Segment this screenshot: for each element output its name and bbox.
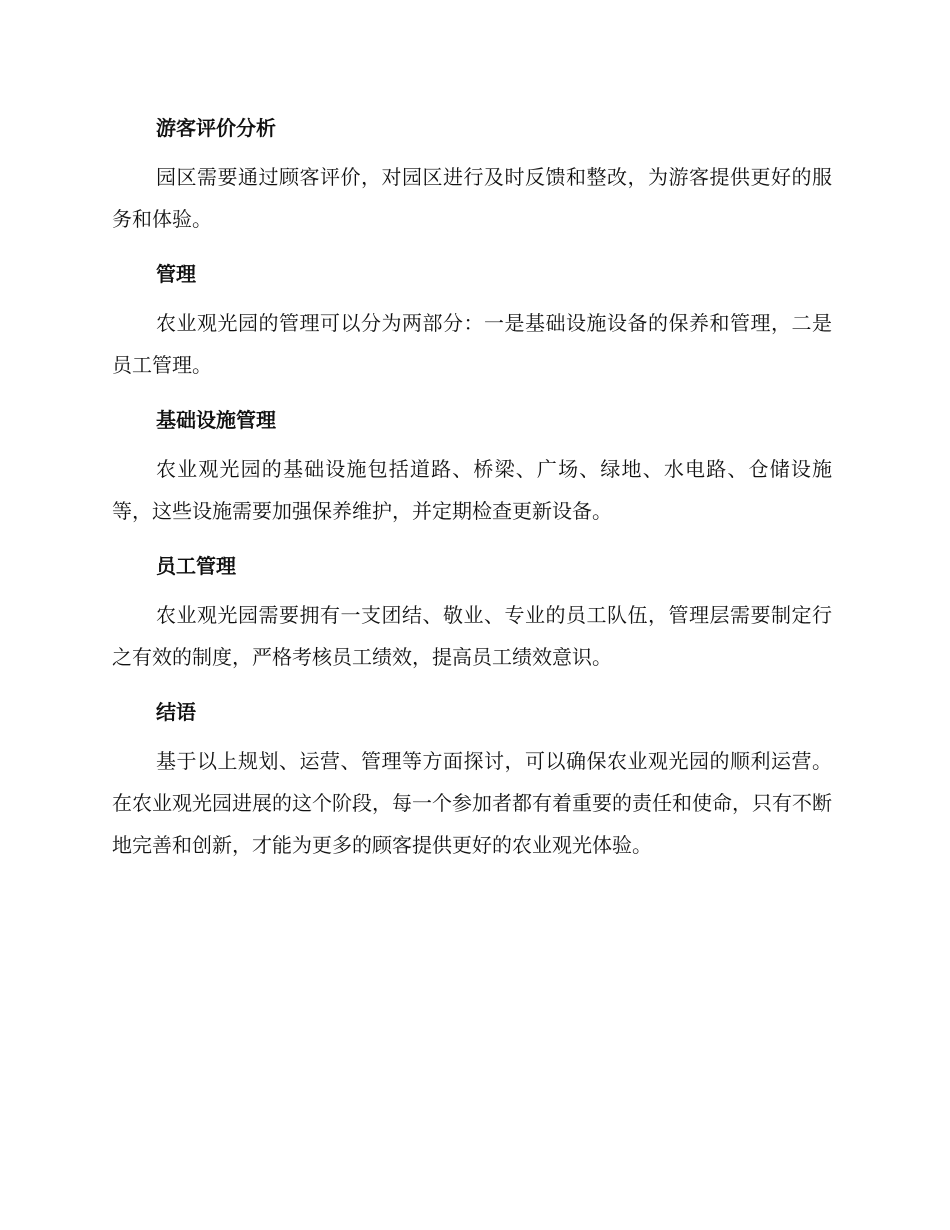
section-heading: 管理 [156, 262, 196, 286]
section-management [112, 254, 832, 386]
section-heading: 游客评价分析 [156, 116, 276, 140]
section-heading: 基础设施管理 [156, 408, 276, 432]
section-conclusion [112, 692, 832, 866]
section-heading: 员工管理 [156, 554, 236, 578]
document-page [112, 108, 832, 880]
section-paragraph: 农业观光园的基础设施包括道路、桥梁、广场、绿地、水电路、仓储设施等，这些设施需要加强保养维护，并定期检查更新设备。 [112, 457, 832, 523]
section-paragraph: 基于以上规划、运营、管理等方面探讨，可以确保农业观光园的顺利运营。在农业观光园进展的这个阶段，每一个参加者都有着重要的责任和使命，只有不断地完善和创新，才能为更多的顾客提供更好的农业观光体验。 [112, 749, 832, 857]
section-visitor-evaluation [112, 108, 832, 240]
section-paragraph: 农业观光园的管理可以分为两部分：一是基础设施设备的保养和管理，二是员工管理。 [112, 311, 832, 377]
section-paragraph: 农业观光园需要拥有一支团结、敬业、专业的员工队伍，管理层需要制定行之有效的制度，严格考核员工绩效，提高员工绩效意识。 [112, 603, 832, 669]
section-infrastructure [112, 400, 832, 532]
section-paragraph: 园区需要通过顾客评价，对园区进行及时反馈和整改，为游客提供更好的服务和体验。 [112, 165, 832, 231]
section-heading: 结语 [156, 700, 196, 724]
section-staff [112, 546, 832, 678]
